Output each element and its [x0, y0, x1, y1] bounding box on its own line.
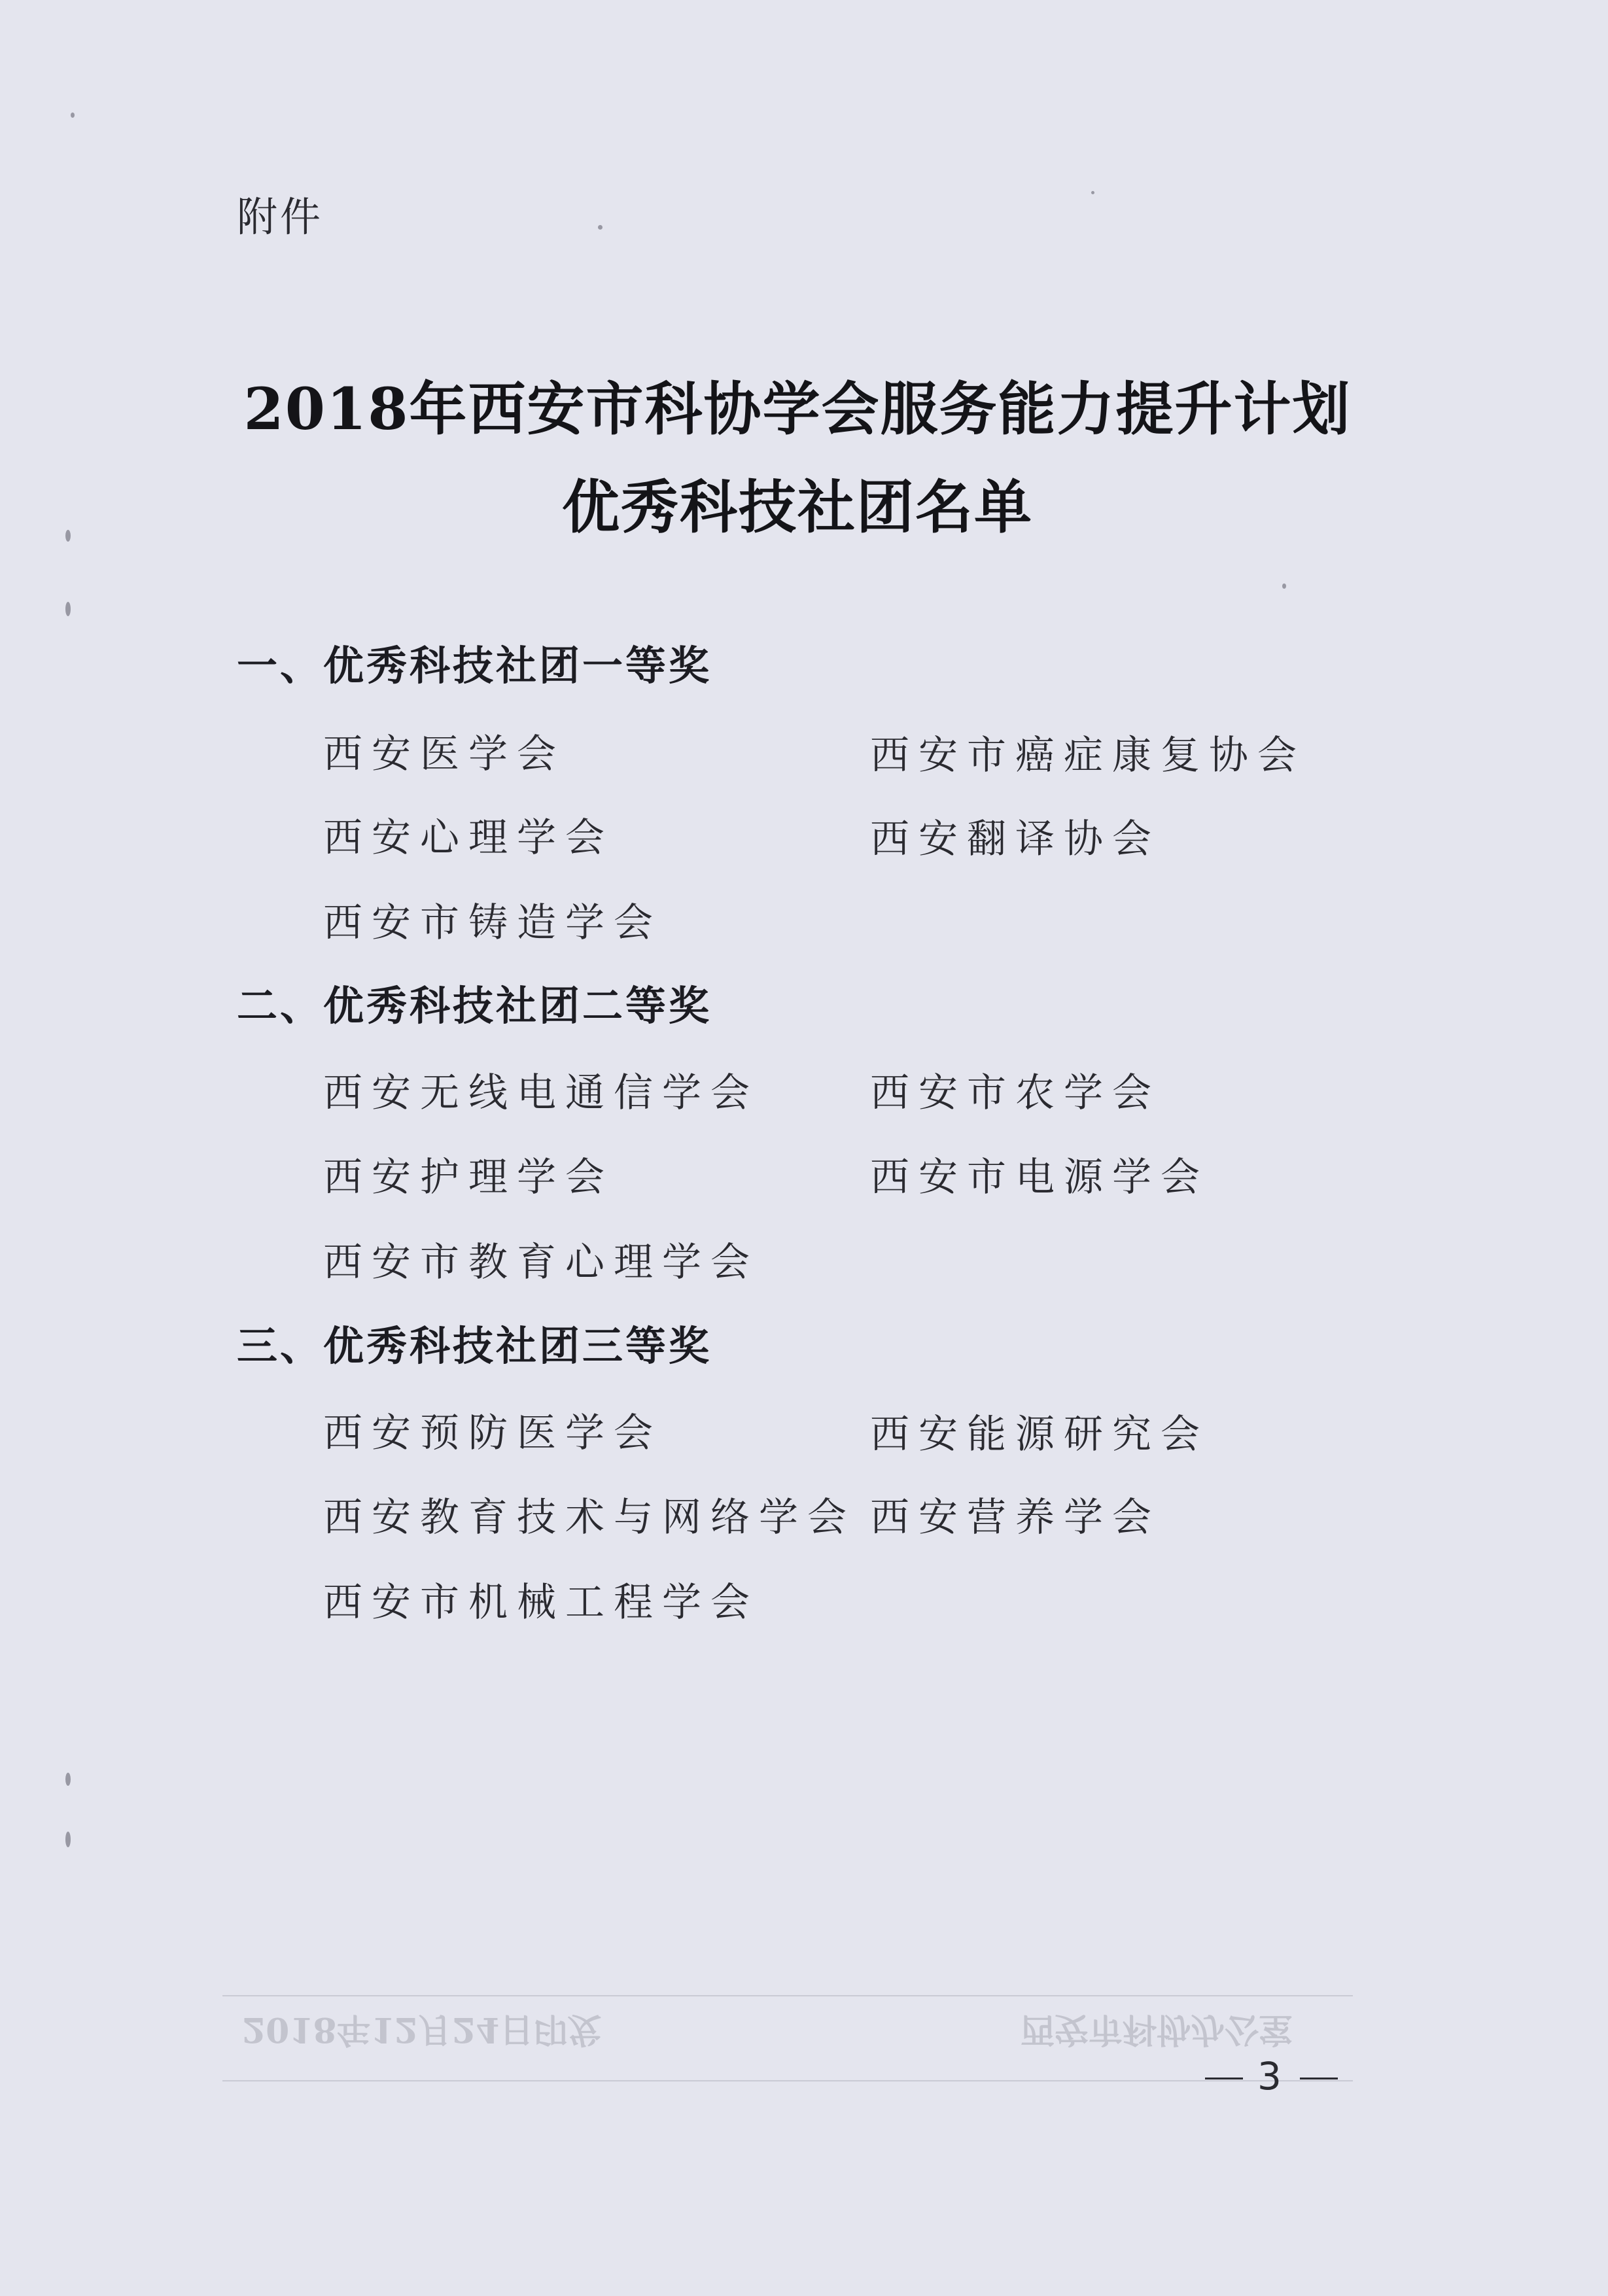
bleed-through-rule: [222, 2080, 1353, 2081]
list-item: 西安市农学会: [870, 1070, 1161, 1116]
list-item: 西安教育技术与网络学会: [323, 1495, 856, 1540]
list-item: 西安预防医学会: [323, 1410, 662, 1456]
list-item: 西安能源研究会: [870, 1412, 1209, 1457]
list-item: 西安市教育心理学会: [323, 1240, 759, 1285]
page-number: [1191, 2054, 1352, 2098]
section-heading-first-prize: 一、优秀科技社团一等奖: [237, 642, 712, 689]
scan-speck: [65, 1773, 71, 1786]
list-item: 西安心理学会: [323, 815, 614, 861]
scan-speck: [1282, 583, 1286, 589]
list-item: 西安翻译协会: [870, 816, 1161, 862]
list-item: 西安无线电通信学会: [323, 1070, 759, 1116]
list-item: 西安医学会: [323, 731, 565, 777]
section-heading-second-prize: 二、优秀科技社团二等奖: [237, 982, 712, 1030]
dash-right-icon: [1300, 2078, 1338, 2079]
list-item: 西安市癌症康复协会: [870, 733, 1306, 778]
page-number-value: 3: [1257, 2054, 1285, 2098]
document-title-line-2: 优秀科技社团名单: [561, 473, 1033, 541]
scan-speck: [65, 1832, 71, 1847]
list-item: 西安市电源学会: [870, 1155, 1209, 1200]
list-item: 西安护理学会: [323, 1155, 614, 1200]
scan-speck: [65, 602, 71, 616]
bleed-through-rule: [222, 1995, 1353, 1996]
list-item: 西安营养学会: [870, 1495, 1161, 1540]
scan-speck: [71, 113, 75, 118]
list-item: 西安市机械工程学会: [323, 1580, 759, 1626]
scan-speck: [598, 225, 603, 230]
list-item: 西安市铸造学会: [323, 900, 662, 946]
bleed-through-date: 2018年12月24日印发: [242, 2009, 602, 2049]
scan-speck: [1091, 191, 1094, 194]
attachment-label: 附件: [237, 193, 324, 241]
bleed-through-issuer: 西安市科协办公室: [1021, 2009, 1293, 2049]
section-heading-third-prize: 三、优秀科技社团三等奖: [237, 1322, 712, 1370]
dash-left-icon: [1205, 2078, 1243, 2079]
document-title-line-1: 2018年西安市科协学会服务能力提升计划: [243, 375, 1352, 443]
